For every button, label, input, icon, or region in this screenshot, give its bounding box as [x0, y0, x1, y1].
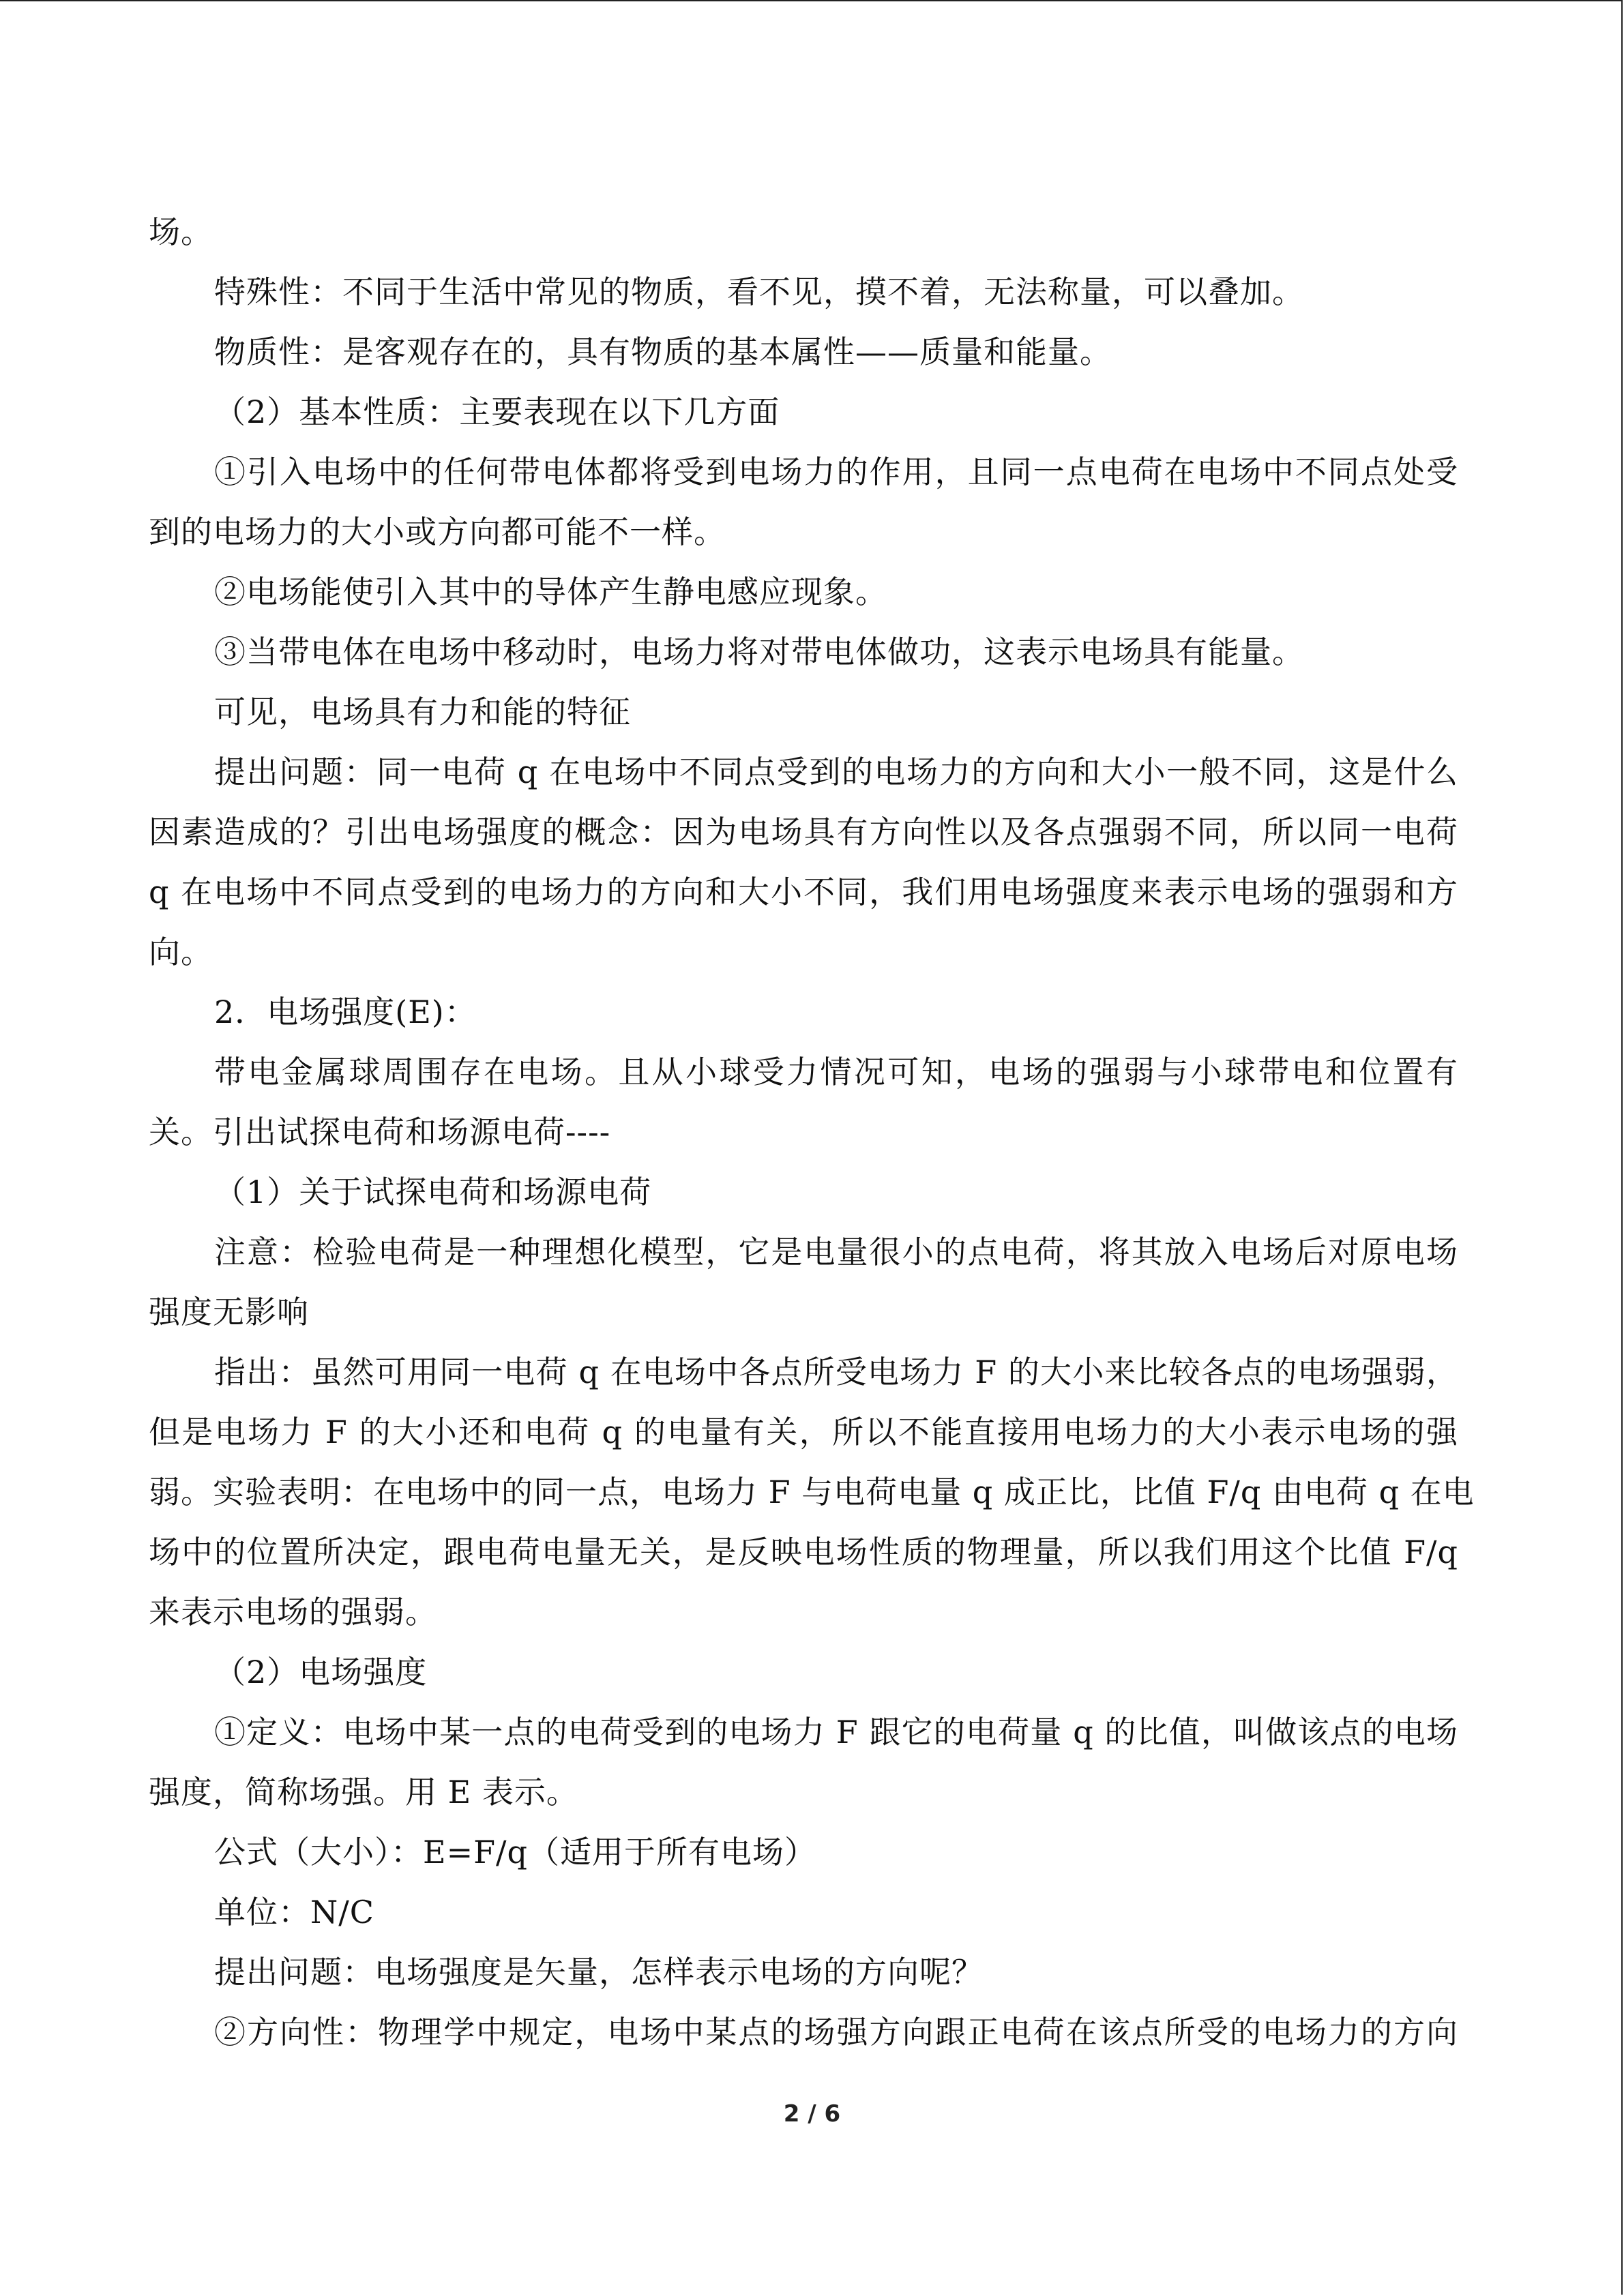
- text-line: q 在电场中不同点受到的电场力的方向和大小不同，我们用电场强度来表示电场的强弱和方: [149, 874, 1458, 910]
- text-line: ②电场能使引入其中的导体产生静电感应现象。: [214, 573, 887, 610]
- unit-line: 单位：N/C: [214, 1894, 374, 1930]
- text-line: 注意：检验电荷是一种理想化模型，它是电量很小的点电荷，将其放入电场后对原电场: [214, 1234, 1458, 1270]
- section-heading: （1）关于试探电荷和场源电荷: [214, 1174, 652, 1210]
- text-line: ①引入电场中的任何带电体都将受到电场力的作用，且同一点电荷在电场中不同点处受: [214, 453, 1458, 490]
- text-line: ③当带电体在电场中移动时，电场力将对带电体做功，这表示电场具有能量。: [214, 633, 1304, 670]
- text-line: 可见，电场具有力和能的特征: [214, 694, 631, 730]
- text-line: 因素造成的？引出电场强度的概念：因为电场具有方向性以及各点强弱不同，所以同一电荷: [149, 814, 1458, 850]
- text-line: 弱。实验表明：在电场中的同一点，电场力 F 与电荷电量 q 成正比，比值 F/q 由电荷 q 在电: [149, 1474, 1475, 1510]
- text-line: 强度无影响: [149, 1294, 309, 1330]
- text-line: 来表示电场的强弱。: [149, 1594, 437, 1630]
- text-line: 物质性：是客观存在的，具有物质的基本属性——质量和能量。: [214, 333, 1112, 370]
- page-number: 2 / 6: [783, 2100, 841, 2128]
- text-line: 场中的位置所决定，跟电荷电量无关，是反映电场性质的物理量，所以我们用这个比值 F/q: [149, 1534, 1458, 1570]
- section-heading: （2）基本性质：主要表现在以下几方面: [214, 393, 780, 430]
- text-line: 提出问题：电场强度是矢量，怎样表示电场的方向呢？: [214, 1954, 984, 1991]
- text-line: 场。: [149, 213, 213, 250]
- text-line: ②方向性：物理学中规定，电场中某点的场强方向跟正电荷在该点所受的电场力的方向: [214, 2014, 1458, 2051]
- text-line: 但是电场力 F 的大小还和电荷 q 的电量有关，所以不能直接用电场力的大小表示电场的强: [149, 1414, 1458, 1450]
- text-line: 指出：虽然可用同一电荷 q 在电场中各点所受电场力 F 的大小来比较各点的电场强弱，: [214, 1354, 1458, 1390]
- text-line: 提出问题：同一电荷 q 在电场中不同点受到的电场力的方向和大小一般不同，这是什么: [214, 754, 1458, 790]
- text-line: 向。: [149, 934, 213, 970]
- text-line: 强度，简称场强。用 E 表示。: [149, 1774, 578, 1810]
- section-heading: 2．电场强度(E)：: [214, 994, 477, 1030]
- text-line: 到的电场力的大小或方向都可能不一样。: [149, 513, 726, 550]
- text-line: ①定义：电场中某一点的电荷受到的电场力 F 跟它的电荷量 q 的比值，叫做该点的电场: [214, 1714, 1458, 1750]
- text-line: 关。引出试探电荷和场源电荷----: [149, 1114, 611, 1150]
- text-line: 带电金属球周围存在电场。且从小球受力情况可知，电场的强弱与小球带电和位置有: [214, 1054, 1458, 1090]
- text-line: 特殊性：不同于生活中常见的物质，看不见，摸不着，无法称量，可以叠加。: [214, 273, 1304, 310]
- section-heading: （2）电场强度: [214, 1654, 428, 1690]
- formula-line: 公式（大小）：E=F/q（适用于所有电场）: [214, 1834, 816, 1870]
